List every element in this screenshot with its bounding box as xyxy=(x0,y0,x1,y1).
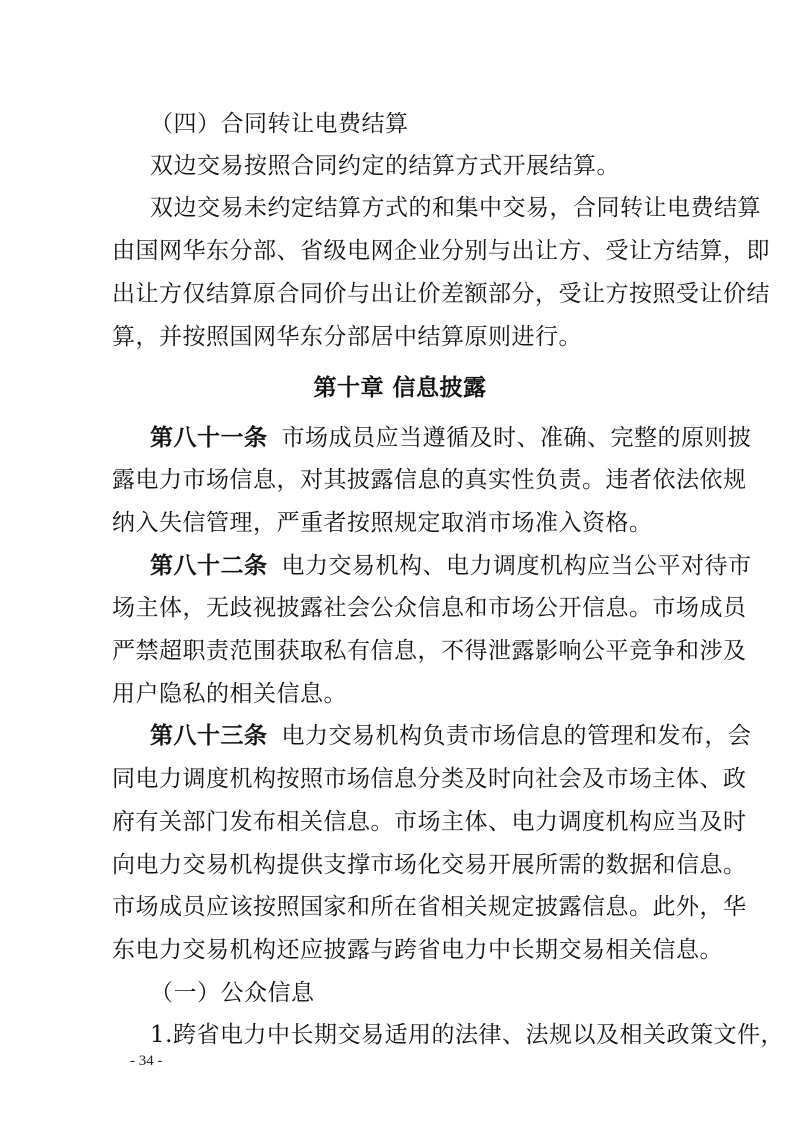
article-label: 第八十二条 xyxy=(150,553,268,579)
chapter-title: 第十章 信息披露 xyxy=(313,375,487,401)
article-first-line xyxy=(150,722,752,750)
article-label: 第八十一条 xyxy=(150,425,268,451)
paragraph-line: 严禁超职责范围获取私有信息，不得泄露影响公平竞争和涉及 xyxy=(112,638,747,664)
article-first-line xyxy=(150,552,752,580)
subsection-heading: （一）公众信息 xyxy=(150,980,315,1006)
page-number: - 34 - xyxy=(130,1053,163,1069)
paragraph-line: 向电力交易机构提供支撑市场化交易开展所需的数据和信息。 xyxy=(112,852,747,878)
paragraph-line: 场主体，无歧视披露社会公众信息和市场公开信息。市场成员 xyxy=(112,595,747,621)
article-label: 第八十三条 xyxy=(150,723,268,749)
section-heading: （四）合同转让电费结算 xyxy=(150,111,409,137)
paragraph-line: 双边交易未约定结算方式的和集中交易，合同转让电费结算 xyxy=(150,195,761,221)
article-first-line xyxy=(150,424,752,452)
paragraph-line: 东电力交易机构还应披露与跨省电力中长期交易相关信息。 xyxy=(112,937,723,963)
article-text: 市场成员应当遵循及时、准确、完整的原则披 xyxy=(281,425,752,451)
paragraph-line: 同电力调度机构按照市场信息分类及时向社会及市场主体、政 xyxy=(112,766,747,792)
paragraph-line: 纳入失信管理，严重者按照规定取消市场准入资格。 xyxy=(112,510,653,536)
paragraph-line: 算，并按照国网华东分部居中结算原则进行。 xyxy=(112,324,582,350)
paragraph-line: 由国网华东分部、省级电网企业分别与出让方、受让方结算，即 xyxy=(112,238,770,264)
paragraph-line: 露电力市场信息，对其披露信息的真实性负责。违者依法依规 xyxy=(112,467,747,493)
paragraph-line: 双边交易按照合同约定的结算方式开展结算。 xyxy=(150,153,620,179)
list-item: 1.跨省电力中长期交易适用的法律、法规以及相关政策文件， xyxy=(150,1022,784,1048)
paragraph-line: 市场成员应该按照国家和所在省相关规定披露信息。此外，华 xyxy=(112,894,747,920)
paragraph-line: 用户隐私的相关信息。 xyxy=(112,681,347,707)
paragraph-line: 出让方仅结算原合同价与出让价差额部分，受让方按照受让价结 xyxy=(112,281,770,307)
article-text: 电力交易机构负责市场信息的管理和发布，会 xyxy=(281,723,752,749)
paragraph-line: 府有关部门发布相关信息。市场主体、电力调度机构应当及时 xyxy=(112,809,747,835)
article-text: 电力交易机构、电力调度机构应当公平对待市 xyxy=(281,553,752,579)
